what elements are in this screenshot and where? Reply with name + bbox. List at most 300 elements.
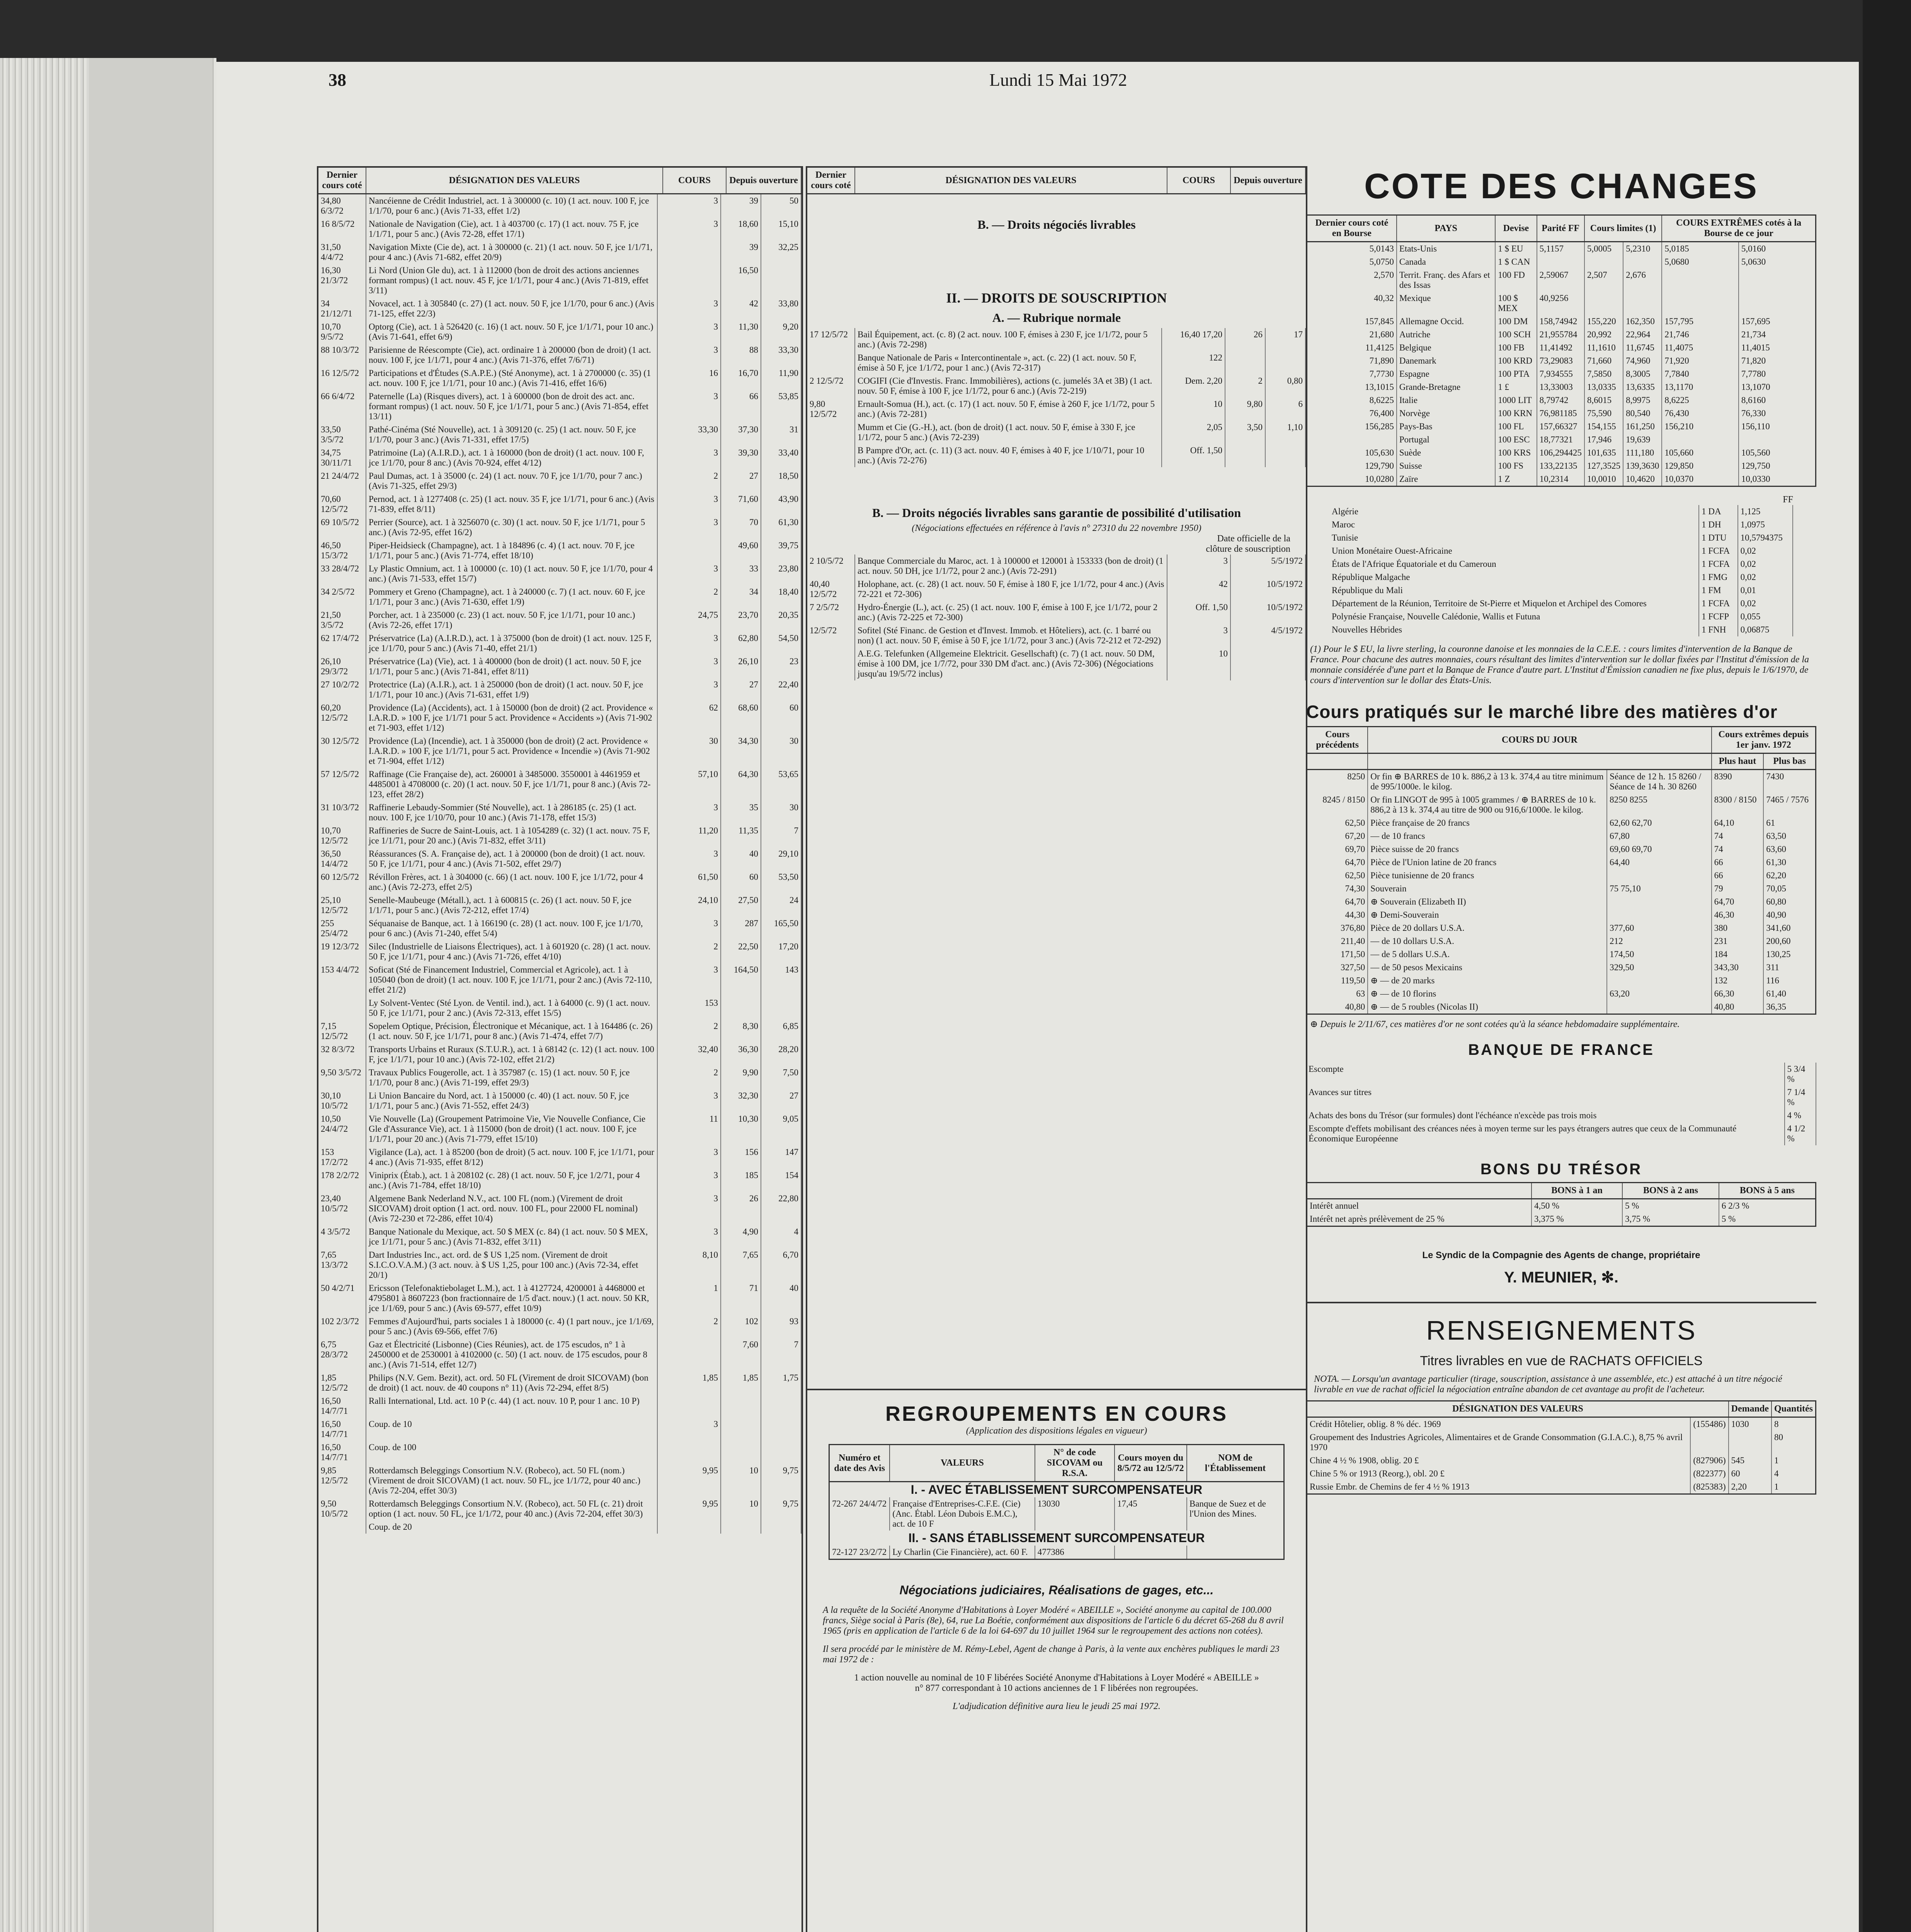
cell-b: 1,75 xyxy=(761,1371,801,1395)
cell-b: 32,25 xyxy=(761,241,801,264)
territ-row xyxy=(1329,544,1793,558)
cote-changes-title: COTE DES CHANGES xyxy=(1364,167,1758,206)
cell-n: Gaz et Électricité (Lisbonne) (Cies Réunies), act. de 175 escudos, n° 1 à 2450000 et de 2530001 à 4102000 (c. 50) (1 act. nouv. de 175 escudos, pour 8 anc.) (Avis 71-514, effet 12/7) xyxy=(366,1338,657,1371)
cell-d: 23,40 10/5/72 xyxy=(318,1192,366,1225)
changes-row-cell: 158,74942 xyxy=(1537,315,1584,328)
table-row xyxy=(318,1371,801,1395)
changes-row-cell: 71,660 xyxy=(1584,354,1623,367)
cell-d: 31 10/3/72 xyxy=(318,801,366,824)
changes-row-cell: 7,7730 xyxy=(1307,367,1397,381)
cell-d: 10,50 24/4/72 xyxy=(318,1112,366,1146)
cell-n: Ericsson (Telefonaktiebolaget L.M.), act. 1 à 4127724, 4200001 à 4468000 et 4795801 à 8607223 (bon fractionnaire de 1/5 d'act. nouv.) (1 act. nouv. 50 KR, jce 1/1/69, pour 5 anc.) (Avis 69-577, effet 10/9) xyxy=(366,1282,657,1315)
rens-row-cell: 80 xyxy=(1771,1431,1816,1454)
col-header: BONS à 5 ans xyxy=(1719,1183,1816,1199)
negociations-p1: A la requête de la Société Anonyme d'Habitations à Loyer Modéré « ABEILLE », Société anonyme au capital de 100.000 francs, Siège social à Paris (8e), 64, rue La Boétie, conformément aux dispositions de l'article 6 du décret 65-268 du 8 avril 1965 (pris en application de l'article 6 de la loi 64-697 du 10 juillet 1964 sur le regroupement des actions non cotées). xyxy=(823,1605,1284,1636)
cell-c: 24,10 xyxy=(657,894,721,917)
cell-n: Li Union Bancaire du Nord, act. 1 à 150000 (c. 40) (1 act. nouv. 50 F, jce 1/1/71, pour 5 anc.) (Avis 71-552, effet 24/3) xyxy=(366,1089,657,1112)
cell-c: 2 xyxy=(657,1020,721,1043)
banque-row xyxy=(1306,1086,1816,1109)
cell-d: 10,70 12/5/72 xyxy=(318,824,366,847)
changes-row-cell: Etats-Unis xyxy=(1397,242,1495,256)
cell-n: Banque Nationale du Mexique, act. 50 $ MEX (c. 84) (1 act. nouv. 50 $ MEX, jce 1/1/71, pour 5 anc.) (Avis 71-832, effet 3/11) xyxy=(366,1225,657,1248)
cell-h: 11,35 xyxy=(721,824,761,847)
cell-b: 23,80 xyxy=(761,562,801,585)
cell-b: 17,20 xyxy=(761,940,801,963)
changes-row-cell: 100 KRD xyxy=(1495,354,1537,367)
or-row-cell xyxy=(1607,869,1711,882)
table-row xyxy=(318,1418,801,1441)
changes-row-cell: 100 FL xyxy=(1495,420,1537,433)
changes-row-cell: 11,4015 xyxy=(1739,341,1816,354)
rens-row-cell: 8 xyxy=(1771,1417,1816,1431)
or-row-cell: 60,80 xyxy=(1763,895,1816,908)
changes-row-cell: 11,4125 xyxy=(1307,341,1397,354)
changes-row-cell: 101,635 xyxy=(1584,446,1623,459)
changes-row-cell xyxy=(1584,255,1623,269)
cell-b xyxy=(761,1418,801,1441)
cell-d: 10,70 9/5/72 xyxy=(318,320,366,344)
cell-d xyxy=(807,647,855,680)
or-row-cell: Or fin LINGOT de 995 à 1005 grammes / ⊕ BARRES de 10 k. 886,2 à 13 k. 374,4 au titre de 900 ou 916,6/1000e. le kilog. xyxy=(1368,793,1607,816)
bons-row-cell: Intérêt net après prélèvement de 25 % xyxy=(1307,1213,1532,1226)
changes-row-cell: 7,934555 xyxy=(1537,367,1584,381)
or-row-cell: Pièce de l'Union latine de 20 francs xyxy=(1368,856,1607,869)
changes-row-cell: 2,507 xyxy=(1584,269,1623,292)
table-row xyxy=(318,562,801,585)
table-row xyxy=(807,578,1305,601)
table-row xyxy=(829,1497,1284,1531)
territ-row-cell: 1,0975 xyxy=(1738,518,1793,531)
cell-n: Femmes d'Aujourd'hui, parts sociales 1 à 180000 (c. 4) (1 part nouv., jce 1/1/69, pour 5 anc.) (Avis 69-566, effet 7/6) xyxy=(366,1315,657,1338)
changes-row-cell: 19,639 xyxy=(1623,433,1662,446)
changes-row-cell: Allemagne Occid. xyxy=(1397,315,1495,328)
cell-b: 147 xyxy=(761,1146,801,1169)
table-row xyxy=(318,194,801,218)
cell-n: Ernault-Somua (H.), act. (c. 17) (1 act. nouv. 50 F, émise à 260 F, jce 1/1/72, pour 5 anc.) (Avis 72-281) xyxy=(855,398,1162,421)
cell-b xyxy=(1265,444,1305,467)
col-header: NOM de l'Établissement xyxy=(1187,1445,1284,1482)
cell-c: 11,20 xyxy=(657,824,721,847)
changes-row-cell: 5,0143 xyxy=(1307,242,1397,256)
col-header: DÉSIGNATION DES VALEURS xyxy=(855,168,1167,194)
cell-n: Philips (N.V. Gem. Bezit), act. ord. 50 FL (Virement de droit SICOVAM) (bon de droit) (1 act. nouv. de 40 coupons n° 11) (Avis 72-294, effet 8/5) xyxy=(366,1371,657,1395)
territ-row-cell: 1 DTU xyxy=(1699,531,1738,544)
cell-c: 3 xyxy=(657,1225,721,1248)
cell-d: 27 10/2/72 xyxy=(318,678,366,701)
cell-c: 24,75 xyxy=(657,609,721,632)
cell-d: 57 12/5/72 xyxy=(318,768,366,801)
changes-row-cell: 7,7840 xyxy=(1662,367,1739,381)
table-row xyxy=(318,701,801,735)
cell-b: 40 xyxy=(761,1282,801,1315)
cell-h: 16,70 xyxy=(721,367,761,390)
table-row xyxy=(318,1043,801,1066)
cell-b: 9,05 xyxy=(761,1112,801,1146)
cell-b: 17 xyxy=(1265,328,1305,351)
changes-row-cell: 5,1157 xyxy=(1537,242,1584,256)
cell-dt: 5/5/1972 xyxy=(1230,554,1305,578)
or-row-cell: Pièce française de 20 francs xyxy=(1368,816,1607,830)
changes-row xyxy=(1307,381,1816,394)
cell-c: 3 xyxy=(657,344,721,367)
changes-row-cell: 20,992 xyxy=(1584,328,1623,341)
changes-row xyxy=(1307,433,1816,446)
or-row-cell: 8250 xyxy=(1307,770,1368,794)
or-row-cell: 171,50 xyxy=(1307,948,1368,961)
cell-d: 1,85 12/5/72 xyxy=(318,1371,366,1395)
territ-row-cell: Polynésie Française, Nouvelle Calédonie, Wallis et Futuna xyxy=(1329,610,1699,623)
cell-n: Sopelem Optique, Précision, Électronique et Mécanique, act. 1 à 164486 (c. 26) (1 act. nouv. 50 F, jce 1/1/71, pour 8 anc.) (Avis 71-474, effet 7/7) xyxy=(366,1020,657,1043)
cell-h: 23,70 xyxy=(721,609,761,632)
cell-h: 22,50 xyxy=(721,940,761,963)
territ-row-cell: 1 FM xyxy=(1699,584,1738,597)
changes-row-cell: 1 Z xyxy=(1495,473,1537,486)
cell-h: 39 xyxy=(721,241,761,264)
changes-row-cell: 17,946 xyxy=(1584,433,1623,446)
cell-c: 32,40 xyxy=(657,1043,721,1066)
cell-c: 8,10 xyxy=(657,1248,721,1282)
cell-n: Banque Commerciale du Maroc, act. 1 à 100000 et 120001 à 153333 (bon de droit) (1 act. nouv. 50 DH, jce 1/1/72, pour 2 anc.) (Avis 72-291) xyxy=(855,554,1167,578)
cell-c: 153 xyxy=(657,997,721,1020)
changes-row-cell: 40,32 xyxy=(1307,292,1397,315)
changes-row-cell: 5,0750 xyxy=(1307,255,1397,269)
changes-row-cell: 157,695 xyxy=(1739,315,1816,328)
rens-row-cell: 1 xyxy=(1771,1480,1816,1494)
col-header: Cours extrêmes depuis 1er janv. 1972 xyxy=(1712,727,1816,753)
or-row xyxy=(1307,974,1816,987)
changes-row-cell: 100 KRS xyxy=(1495,446,1537,459)
cell-h: 164,50 xyxy=(721,963,761,997)
changes-row-cell: 156,110 xyxy=(1739,420,1816,433)
cell-c: 3 xyxy=(657,446,721,469)
rens-row xyxy=(1307,1417,1816,1431)
regroupements-title: REGROUPEMENTS EN COURS xyxy=(885,1402,1228,1425)
or-row-cell: 8300 / 8150 xyxy=(1712,793,1764,816)
col-header xyxy=(1307,1183,1532,1199)
changes-row-cell: 71,820 xyxy=(1739,354,1816,367)
or-row-cell: 62,50 xyxy=(1307,869,1368,882)
cell-c: 3 xyxy=(657,562,721,585)
territ-row-cell: République du Mali xyxy=(1329,584,1699,597)
cell-n: Porcher, act. 1 à 235000 (c. 23) (1 act. nouv. 50 F, jce 1/1/71, pour 10 anc.) (Avis 72-26, effet 17/1) xyxy=(366,609,657,632)
table-row xyxy=(807,601,1305,624)
rens-row-cell: 1030 xyxy=(1729,1417,1771,1431)
cell-b xyxy=(761,1520,801,1534)
cell-n: Viniprix (Étab.), act. 1 à 208102 (c. 28) (1 act. nouv. 50 F, jce 1/2/71, pour 4 anc.) (Avis 71-784, effet 18/10) xyxy=(366,1169,657,1192)
changes-row-cell: 11,41492 xyxy=(1537,341,1584,354)
table-row xyxy=(807,398,1305,421)
cell-n: Sofitel (Sté Financ. de Gestion et d'Invest. Immob. et Hôteliers), act. (c. 1 barré ou non) (1 act. nouv. 50 F, émise à 50 F, jce 1/1/72, pour 3 anc.) (Avis 72-212 et 72-292) xyxy=(855,624,1167,647)
cell-b: 22,40 xyxy=(761,678,801,701)
or-row-cell: — de 5 dollars U.S.A. xyxy=(1368,948,1607,961)
cell-d: 7,65 13/3/72 xyxy=(318,1248,366,1282)
territ-row-cell: 0,02 xyxy=(1738,597,1793,610)
changes-row xyxy=(1307,292,1816,315)
cell-n: Silec (Industrielle de Liaisons Électriques), act. 1 à 601920 (c. 28) (1 act. nouv. 50 F, jce 1/1/71, pour 4 anc.) (Avis 71-726, effet 4/10) xyxy=(366,940,657,963)
cell-n: Nancéienne de Crédit Industriel, act. 1 à 300000 (c. 10) (1 act. nouv. 100 F, jce 1/1/70, pour 6 anc.) (Avis 71-33, effet 1/2) xyxy=(366,194,657,218)
cell-c: 1,85 xyxy=(657,1371,721,1395)
changes-row-cell: 8,9975 xyxy=(1623,394,1662,407)
table-row xyxy=(807,444,1305,467)
changes-row-cell: 100 $ MEX xyxy=(1495,292,1537,315)
cell-d: 32 8/3/72 xyxy=(318,1043,366,1066)
cell-n: Perrier (Source), act. 1 à 3256070 (c. 30) (1 act. nouv. 50 F, jce 1/1/71, pour 5 anc.) (Avis 72-95, effet 16/2) xyxy=(366,516,657,539)
rens-row xyxy=(1307,1431,1816,1454)
cell-d: 50 4/2/71 xyxy=(318,1282,366,1315)
cell-h: 18,60 xyxy=(721,218,761,241)
table-row xyxy=(318,801,801,824)
cell-c: 10 xyxy=(1167,647,1230,680)
cell-c: 3 xyxy=(657,297,721,320)
cell-h: 37,30 xyxy=(721,423,761,446)
or-row-cell: 341,60 xyxy=(1763,922,1816,935)
banque-table xyxy=(1306,1063,1816,1145)
table-row xyxy=(318,768,801,801)
col-header: Plus haut xyxy=(1712,753,1764,770)
or-row-cell: 327,50 xyxy=(1307,961,1368,974)
cell-c: 3 xyxy=(657,963,721,997)
territ-row-cell: République Malgache xyxy=(1329,571,1699,584)
negociations-p4: L'adjudication définitive aura lieu le jeudi 25 mai 1972. xyxy=(953,1701,1161,1711)
changes-row-cell: 22,964 xyxy=(1623,328,1662,341)
rens-row-cell: Crédit Hôtelier, oblig. 8 % déc. 1969 xyxy=(1307,1417,1691,1431)
col-header: DÉSIGNATION DES VALEURS xyxy=(366,168,663,194)
or-row-cell: 132 xyxy=(1712,974,1764,987)
or-row-cell: 69,60 69,70 xyxy=(1607,843,1711,856)
negociations-title: Négociations judiciaires, Réalisations de gages, etc... xyxy=(899,1583,1214,1597)
changes-row-cell: 8,79742 xyxy=(1537,394,1584,407)
or-row-cell: 64,10 xyxy=(1712,816,1764,830)
territ-row-cell: 0,02 xyxy=(1738,544,1793,558)
changes-row-cell xyxy=(1307,433,1397,446)
col-header: Numéro et date des Avis xyxy=(829,1445,890,1482)
table-row xyxy=(318,824,801,847)
changes-row-cell: 100 FD xyxy=(1495,269,1537,292)
cell-n: Mumm et Cie (G.-H.), act. (bon de droit) (1 act. nouv. 50 F, émise à 330 F, jce 1/1/72, pour 5 anc.) (Avis 72-239) xyxy=(855,421,1162,444)
bons-row-cell: 3,75 % xyxy=(1622,1213,1719,1226)
cell-b: 61,30 xyxy=(761,516,801,539)
cell-d: 34,80 6/3/72 xyxy=(318,194,366,218)
bons-title: BONS DU TRÉSOR xyxy=(1480,1161,1642,1178)
cell-d: 34 21/12/71 xyxy=(318,297,366,320)
cell-h: 71,60 xyxy=(721,493,761,516)
rens-row-cell: 4 xyxy=(1771,1467,1816,1480)
cell-d: 88 10/3/72 xyxy=(318,344,366,367)
cell-d: 9,80 12/5/72 xyxy=(807,398,855,421)
or-table xyxy=(1306,726,1816,1015)
mid-rows-normale xyxy=(807,328,1306,467)
col-header: PAYS xyxy=(1397,215,1495,242)
table-row xyxy=(318,367,801,390)
territ-row-cell: Union Monétaire Ouest-Africaine xyxy=(1329,544,1699,558)
table-row xyxy=(318,940,801,963)
page-number: 38 xyxy=(328,70,346,90)
cell-d xyxy=(318,1520,366,1534)
cell-b: 33,40 xyxy=(761,446,801,469)
table-row xyxy=(318,297,801,320)
cours xyxy=(1115,1546,1187,1560)
cell-d: 46,50 15/3/72 xyxy=(318,539,366,562)
cell-d: 70,60 12/5/72 xyxy=(318,493,366,516)
changes-row-cell xyxy=(1662,433,1739,446)
cours: 17,45 xyxy=(1115,1497,1187,1531)
valeur: Ly Charlin (Cie Financière), act. 60 F. xyxy=(890,1546,1035,1560)
cell-dt: 10/5/1972 xyxy=(1230,601,1305,624)
changes-row-cell: Pays-Bas xyxy=(1397,420,1495,433)
cell-b: 28,20 xyxy=(761,1043,801,1066)
cell-c: 3 xyxy=(657,1146,721,1169)
renseignements-table xyxy=(1306,1400,1816,1495)
changes-row-cell: 10,0330 xyxy=(1739,473,1816,486)
cell-h: 34 xyxy=(721,585,761,609)
banque-row-cell: 5 3/4 % xyxy=(1785,1063,1816,1086)
cell-b: 9,75 xyxy=(761,1464,801,1497)
or-row-cell: 46,30 xyxy=(1712,908,1764,922)
cell-d: 36,50 14/4/72 xyxy=(318,847,366,871)
or-row-cell: 69,70 xyxy=(1307,843,1368,856)
changes-row-cell: 161,250 xyxy=(1623,420,1662,433)
cell-d xyxy=(318,997,366,1020)
territ-row xyxy=(1329,610,1793,623)
changes-row-cell: 100 FS xyxy=(1495,459,1537,473)
cell-n: Préservatrice (La) (Vie), act. 1 à 400000 (bon de droit) (1 act. nouv. 50 F, jce 1/1/71, pour 5 anc.) (Avis 71-841, effet 8/11) xyxy=(366,655,657,678)
or-row-cell xyxy=(1607,895,1711,908)
rens-row xyxy=(1307,1467,1816,1480)
cell-d: 153 4/4/72 xyxy=(318,963,366,997)
cell-h: 7,60 xyxy=(721,1338,761,1371)
col-header: Depuis ouverture xyxy=(726,168,801,194)
or-row xyxy=(1307,882,1816,895)
cell-n: Raffinage (Cie Française de), act. 260001 à 3485000. 3550001 à 4461959 et 4485001 à 4708000 (c. 20) (1 act. nouv. 50 F, jce 1/1/71, pour 8 anc.) (Avis 72-123, effet 28/2) xyxy=(366,768,657,801)
cell-h xyxy=(721,1441,761,1464)
renseignements-title: RENSEIGNEMENTS xyxy=(1426,1315,1697,1345)
rens-row-cell: Chine 4 ½ % 1908, oblig. 20 £ xyxy=(1307,1454,1691,1467)
or-row-cell: 211,40 xyxy=(1307,935,1368,948)
territ-row-cell: Département de la Réunion, Territoire de St-Pierre et Miquelon et Archipel des Comores xyxy=(1329,597,1699,610)
cell-h: 10 xyxy=(721,1497,761,1520)
or-row-cell: 62,20 xyxy=(1763,869,1816,882)
changes-row-cell: 8,3005 xyxy=(1623,367,1662,381)
cell-h: 64,30 xyxy=(721,768,761,801)
cell-c: 3 xyxy=(657,1169,721,1192)
table-row xyxy=(318,320,801,344)
banque-row xyxy=(1306,1109,1816,1122)
cell-n: Li Nord (Union Gle du), act. 1 à 112000 (bon de droit des actions anciennes formant rompus) (1 act. nouv. 45 F, jce 1/1/71, pour 4 anc.) (Avis 71-819, effet 3/11) xyxy=(366,264,657,297)
changes-row-cell: Norvège xyxy=(1397,407,1495,420)
cell-n: Navigation Mixte (Cie de), act. 1 à 300000 (c. 21) (1 act. nouv. 50 F, jce 1/1/71, pour 4 anc.) (Avis 71-682, effet 20/9) xyxy=(366,241,657,264)
rens-row-cell xyxy=(1729,1431,1771,1454)
cell-h: 156 xyxy=(721,1146,761,1169)
cell-h: 36,30 xyxy=(721,1043,761,1066)
cell-n: Coup. de 20 xyxy=(366,1520,657,1534)
or-row-cell: ⊕ — de 10 florins xyxy=(1368,987,1607,1000)
rens-row-cell: 60 xyxy=(1729,1467,1771,1480)
changes-row-cell: Autriche xyxy=(1397,328,1495,341)
table-row xyxy=(318,847,801,871)
table-row xyxy=(318,1464,801,1497)
changes-row-cell: 11,4075 xyxy=(1662,341,1739,354)
cell-n: COGIFI (Cie d'Investis. Franc. Immobilières), actions (c. jumelés 3A et 3B) (1 act. nouv. 50 F, émise à 100 F, jce 1/1/72, pour 6 anc.) (Avis 72-219) xyxy=(855,374,1162,398)
cell-b: 6 xyxy=(1265,398,1305,421)
cell-n: Providence (La) (Accidents), act. 1 à 150000 (bon de droit) (2 act. Providence « I.A.R.D. » 100 F, jce 1/1/71 pour 5 act. Providence « Accidents ») (Avis 71-902 et 71-903, effet 1/12) xyxy=(366,701,657,735)
bons-row xyxy=(1307,1199,1816,1213)
table-row xyxy=(318,218,801,241)
changes-row-cell: 139,3630 xyxy=(1623,459,1662,473)
changes-row-cell: 75,590 xyxy=(1584,407,1623,420)
etablissement xyxy=(1187,1546,1284,1560)
table-row xyxy=(807,624,1305,647)
cell-n: Pommery et Greno (Champagne), act. 1 à 240000 (c. 7) (1 act. nouv. 60 F, jce 1/1/71, pour 3 anc.) (Avis 71-630, effet 1/9) xyxy=(366,585,657,609)
cell-h: 26 xyxy=(721,1192,761,1225)
or-row-cell: — de 10 dollars U.S.A. xyxy=(1368,935,1607,948)
changes-row xyxy=(1307,394,1816,407)
or-row-cell: ⊕ Demi-Souverain xyxy=(1368,908,1607,922)
or-row-cell: 376,80 xyxy=(1307,922,1368,935)
cell-c: 3 xyxy=(657,1418,721,1441)
table-row xyxy=(318,446,801,469)
cell-n: Soficat (Sté de Financement Industriel, Commercial et Agricole), act. 1 à 105040 (bon de droit) (1 act. nouv. 100 F, jce 1/1/71, pour 2 anc.) (Avis 72-110, effet 21/2) xyxy=(366,963,657,997)
territ-row-cell: 1 FCFA xyxy=(1699,558,1738,571)
section-droits-sans-garantie: B. — Droits négociés livrables sans garantie de possibilité d'utilisation xyxy=(872,506,1241,520)
cell-n: Senelle-Maubeuge (Métall.), act. 1 à 600815 (c. 26) (1 act. nouv. 50 F, jce 1/1/71, pour 5 anc.) (Avis 72-212, effet 17/4) xyxy=(366,894,657,917)
or-row-cell: 74,30 xyxy=(1307,882,1368,895)
changes-row-cell: Espagne xyxy=(1397,367,1495,381)
changes-row-cell xyxy=(1623,255,1662,269)
cell-c: 1 xyxy=(657,1282,721,1315)
cell-h: 88 xyxy=(721,344,761,367)
banque-row-cell: Escompte xyxy=(1306,1063,1785,1086)
cell-h xyxy=(1225,351,1265,374)
rens-row-cell: 1 xyxy=(1771,1454,1816,1467)
changes-row-cell: Grande-Bretagne xyxy=(1397,381,1495,394)
or-row-cell: 44,30 xyxy=(1307,908,1368,922)
cell-c: 122 xyxy=(1162,351,1225,374)
changes-row xyxy=(1307,315,1816,328)
cell-h xyxy=(721,997,761,1020)
changes-row-cell xyxy=(1739,269,1816,292)
col-header: DÉSIGNATION DES VALEURS xyxy=(1307,1401,1729,1417)
cell-h: 102 xyxy=(721,1315,761,1338)
cell-b: 53,65 xyxy=(761,768,801,801)
cell-b: 60 xyxy=(761,701,801,735)
territ-row-cell: 10,5794375 xyxy=(1738,531,1793,544)
territ-row xyxy=(1329,623,1793,636)
territ-row-cell: 1 FCFA xyxy=(1699,544,1738,558)
bons-row-cell: 6 2/3 % xyxy=(1719,1199,1816,1213)
cell-n: Paternelle (La) (Risques divers), act. 1 à 600000 (bon de droit des act. anc. formant rompus) (1 act. nouv. 50 F, jce 1/1/71, pour 5 anc.) (Avis 71-854, effet 13/11) xyxy=(366,390,657,423)
cell-h xyxy=(721,1520,761,1534)
cell-n: Ralli International, Ltd. act. 10 P (c. 44) (1 act. nouv. 10 P, pour 1 anc. 10 P) xyxy=(366,1395,657,1418)
changes-row-cell: 111,180 xyxy=(1623,446,1662,459)
regroupement-sec2: II. - SANS ÉTABLISSEMENT SURCOMPENSATEUR xyxy=(908,1531,1205,1545)
cell-dt: 10/5/1972 xyxy=(1230,578,1305,601)
cell-n: Holophane, act. (c. 28) (1 act. nouv. 50 F, émise à 180 F, jce 1/1/72, pour 4 anc.) (Avis 72-221 et 72-306) xyxy=(855,578,1167,601)
or-row-cell: 67,20 xyxy=(1307,830,1368,843)
or-row-cell: Pièce de 20 dollars U.S.A. xyxy=(1368,922,1607,935)
or-row-cell: Souverain xyxy=(1368,882,1607,895)
cell-c: 3 xyxy=(1167,624,1230,647)
cell-c: 3 xyxy=(657,847,721,871)
right-dark-background xyxy=(1863,0,1911,1932)
col-header: COURS xyxy=(663,168,726,194)
cell-h: 7,65 xyxy=(721,1248,761,1282)
changes-row-cell: 13,1070 xyxy=(1739,381,1816,394)
or-row xyxy=(1307,908,1816,922)
or-row-cell: 67,80 xyxy=(1607,830,1711,843)
cell-c xyxy=(657,264,721,297)
col-header: Cours limites (1) xyxy=(1584,215,1662,242)
cell-h: 60 xyxy=(721,871,761,894)
